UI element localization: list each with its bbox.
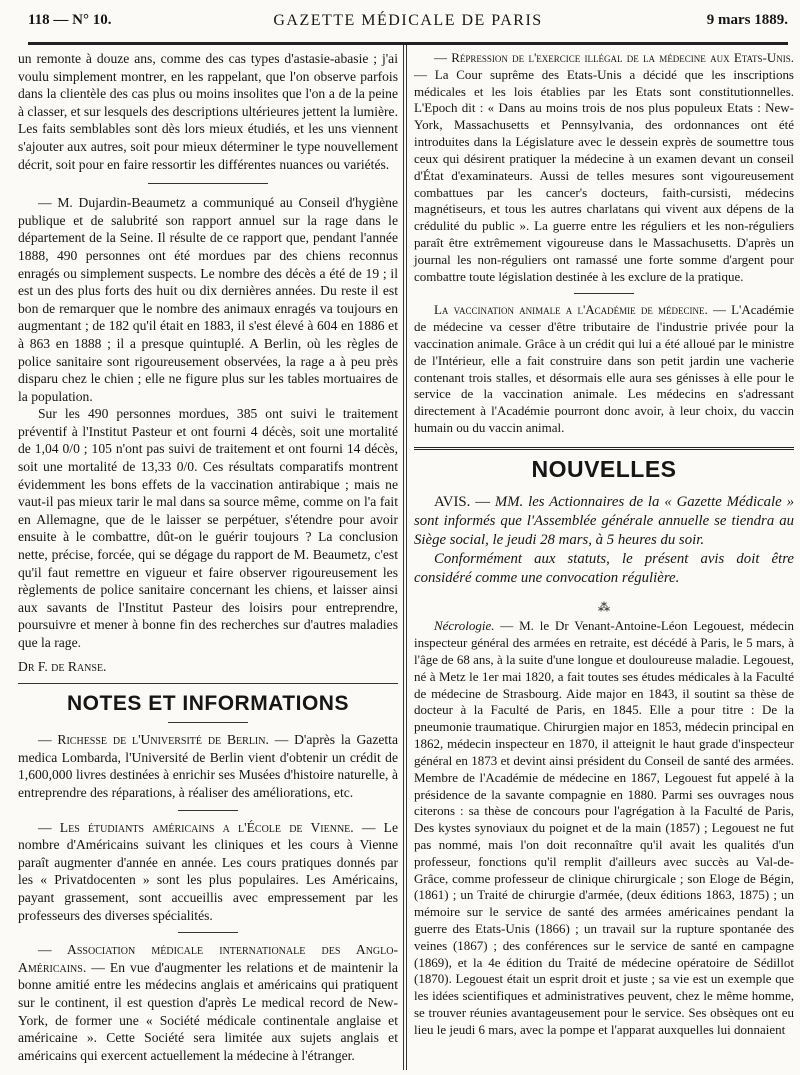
item-text: — M. le Dr Venant-Antoine-Léon Legouest, médecin inspecteur général des armées en retraite, est décédé à Paris, le 5 mars, à l'âge de 68 ans, à la suite d'une longue et douloureuse maladie. Legouest, né à Metz le 1er mai 1820, a fait toutes ses études médicales à la Faculté de médecine de Strasbourg. Aide major en 1843, il soutint sa thèse de docteur à la Faculté de Paris, en 1845. Elle a pour titre : De la pneumonie traumatique. Chirurgien major en 1853, médecin principal en 1862, médecin inspecteur en 1870, il atteignit le haut grade d'inspecteur général en 1873 et devint ainsi président du Conseil de santé des armées. Membre de l'Académie de médecine en 1867, Legouest fut appelé à la présidence de la savante compagnie en 1880. Parmi ses ouvrages nous citerons : sa thèse de concours pour l'agrégation à la Faculté de Paris, Des kystes synoviaux du poignet et de la main (1857) ; Legouest ne fut pas nommé, mais l'on doit reconnaître qu'il avait les qualités d'un professeur, fonctions qu'il remplit d'ailleurs avec succès au Val-de-Grâce, comme professeur de clinique chirurgicale ; son Eloge de Bégin, (1861) ; un Traité de chirurgie d'armée, (deux éditions 1863, 1875) ; un mémoire sur le service de santé des armées américaines pendant la guerre des Etats-Unis (1866) ; un travail sur la rupture spontanée des veines (1867) ; des conférences sur le service de santé en campagne (1869), et la 4e édition du Traité de médecine opératoire de Sédillot (1870). Legouest était un esprit droit et juste ; sa vie est un exemple que les idées scientifiques et administratives peuvent, chez le même homme, se trouver réunies avantageusement pour le service. Ses obsèques ont eu lieu le jeudi 6 mars, avec la pompe et l'apparat auxquelles lui donnaient	[414, 618, 794, 1037]
nouvelles-heading: NOUVELLES	[531, 455, 677, 482]
column-divider	[403, 45, 407, 1070]
item-necrologie	[414, 618, 794, 1038]
item-lead: Nécrologie.	[434, 618, 495, 634]
page-number: 118 — N° 10.	[28, 12, 112, 28]
paragraph-rage-stats: Sur les 490 personnes mordues, 385 ont suivi le traitement préventif à l'Institut Pasteur et ont fourni 4 décès, soit une mortalité de 1,04 0/0 ; 105 n'ont pas suivi de traitement et ont fourni 14 décès, soit une mortalité de 13,33 0/0. Ces résultats comparatifs montrent évidemment les bons effets de la vaccination antirabique ; mais ne vaut-il pas mieux tarir le mal dans sa source même, comme on l'a fait en Allemagne, que de le laisser se perpétuer, s'étendre pour avoir ensuite à le combattre, dût-on le guérir toujours ? La conclusion nette, précise, forcée, qui se dégage du rapport de M. Beaumetz, c'est qu'il faut remettre en vigueur et faire observer rigoureusement les règlements de police sanitaire concernant les chiens, et laisser ainsi aux savants de l'Institut Pasteur des loisirs pour entreprendre, poursuivre et mener à bonne fin des recherches sur d'autres maladies que la rage.	[18, 406, 398, 650]
item-divider	[178, 932, 238, 933]
avis-paragraph-2: Conformément aux statuts, le présent avis doit être considéré comme une convocation régulière.	[414, 551, 794, 587]
author-signature: Dr F. de Ranse.	[18, 658, 107, 674]
item-text: — En vue d'augmenter les relations et de maintenir la bonne amitié entre les médecins anglais et américains qui pratiquent sur le continent, il est question d'après Le medical record de New-York, de former une « Société médicale continentale anglaise et américaine ». Cette Société sera limitée aux sujets anglais et américains qui exercent actuellement la médecine à l'étranger.	[18, 959, 398, 1063]
item-berlin	[18, 731, 398, 801]
item-vaccination	[414, 302, 794, 437]
avis-paragraph	[414, 493, 794, 550]
item-lead: — Les étudiants américains a l'École de Vienne.	[38, 819, 354, 835]
item-lead: — Association médicale internationale des Anglo-Américains.	[18, 942, 398, 975]
heading-rule	[168, 722, 248, 723]
paragraph-rage-report: — M. Dujardin-Beaumetz a communiqué au Conseil d'hygiène publique et de salubrité son rapport annuel sur la rage dans le département de la Seine. Il résulte de ce rapport que, pendant l'année 1888, 490 personnes ont été mordues par des chiens reconnus enragés ou simplement suspects. Le nombre des décès a été de 19 ; il est un des plus forts des huit ou dix dernières années. Du reste il est bon de remarquer que le nombre des animaux enragés va toujours en augmentant ; de 182 qu'il était en 1883, il s'est élevé à 604 en 1886 et à 863 en 1888 ; il a presque quintuplé. A Berlin, où les règles de police sanitaire sont rigoureusement observées, la rage a à peu près disparu chez le chien ; elle ne figure plus sur les tables mortuaires de la population.	[18, 195, 398, 404]
avis-block	[414, 493, 794, 589]
item-lead: — Répression de l'exercice illégal de la médecine aux Etats-Unis.	[434, 50, 794, 65]
issue-date: 9 mars 1889.	[706, 12, 788, 28]
notes-heading: NOTES ET INFORMATIONS	[67, 692, 349, 716]
item-text: — Le nombre d'Américains suivant les cliniques et les cours à Vienne paraît augmenter d'année en année. Les cours pratiques donnés par les « Privatdocenten » sont les plus populaires. Les Américains, payant grassement, sont accueillis avec empressement par les professeurs des diverses spécialités.	[18, 819, 398, 923]
avis-lead: AVIS. —	[434, 493, 490, 510]
section-divider	[18, 683, 398, 684]
item-text: — L'Académie de médecine va cesser d'être tributaire de l'industrie privée pour la vaccination animale. Grâce à un crédit qui lui a été alloué par le ministre de l'Intérieur, elle a fait construire dans son petit jardin une vacherie contenant trois stalles, et désormais elle aura ses génisses à elle pour le service de la vaccination animale. Les médecins en s'adressant directement à l'Académie pourront donc avoir, à leur choix, du vaccin humain ou du vaccin animal.	[414, 302, 794, 436]
right-column	[414, 50, 794, 1039]
item-lead: La vaccination animale a l'Académie de médecine.	[434, 302, 708, 318]
asterism: ⁂	[598, 600, 610, 615]
left-column	[18, 50, 398, 1064]
page-header	[28, 12, 788, 38]
item-divider	[178, 810, 238, 811]
paragraph-astasie: un remonte à douze ans, comme des cas types d'astasie-abasie ; j'ai voulu simplement montrer, en les rappelant, que l'on observe parfois dans la clientèle des cas plus ou moins insolites que l'on a de la peine à classer, et sur lesquels des descriptions ultérieures jettent la lumière. Les faits semblables sont dès lors mieux étudiés, et les uns viennent s'ajouter aux autres, soit pour mieux déterminer le type nouvellement décrit, soit pour en faire ressortir les différentes nuances ou variétés.	[18, 51, 398, 172]
item-text: — La Cour suprême des Etats-Unis a décidé que les inscriptions médicales et les lois établies par les Etats sont constitutionnelles. L'Epoch dit : « Dans au moins trois de nos plus populeux Etats : New-York, Massachusetts et Pennsylvania, des ordonnances ont été introduites dans la Législature avec le dessein exprès de soumettre tous ceux qui désirent pratiquer la médecine à un examen devant un conseil d'État d'examinateurs. Aussi de telles mesures sont vigoureusement combattues par les cancer's docteurs, faith-cursisti, médecins magnétiseurs, et tous les autres charlatans qui vivent aux dépens de la crédulité du public ». La guerre entre les réguliers et les non-réguliers paraît être extrêmement vigoureuse dans le Massachusetts. D'après un journal les non-réguliers ont ramassé une forte somme d'argent pour combattre toute législation destinée à les exclure de la pratique.	[414, 66, 794, 284]
item-association	[18, 941, 398, 1064]
item-lead: — Richesse de l'Université de Berlin.	[38, 732, 269, 748]
journal-title: GAZETTE MÉDICALE DE PARIS	[273, 12, 543, 29]
item-divider	[574, 293, 634, 294]
section-divider	[148, 183, 268, 184]
item-repression	[414, 50, 794, 285]
avis-text: MM. les Actionnaires de la « Gazette Médicale » sont informés que l'Assemblée générale annuelle se tiendra au Siège social, le jeudi 28 mars, à 5 heures du soir.	[414, 493, 794, 549]
item-text: — D'après la Gazetta medica Lombarda, l'Université de Berlin vient d'obtenir un crédit de 1,600,000 livres destinées à enrichir ses Musées d'histoire naturelle, à entreprendre des réparations, à réaliser des améliorations, etc.	[18, 732, 398, 800]
item-vienne	[18, 819, 398, 925]
section-divider	[414, 447, 794, 450]
header-rule	[28, 42, 788, 45]
